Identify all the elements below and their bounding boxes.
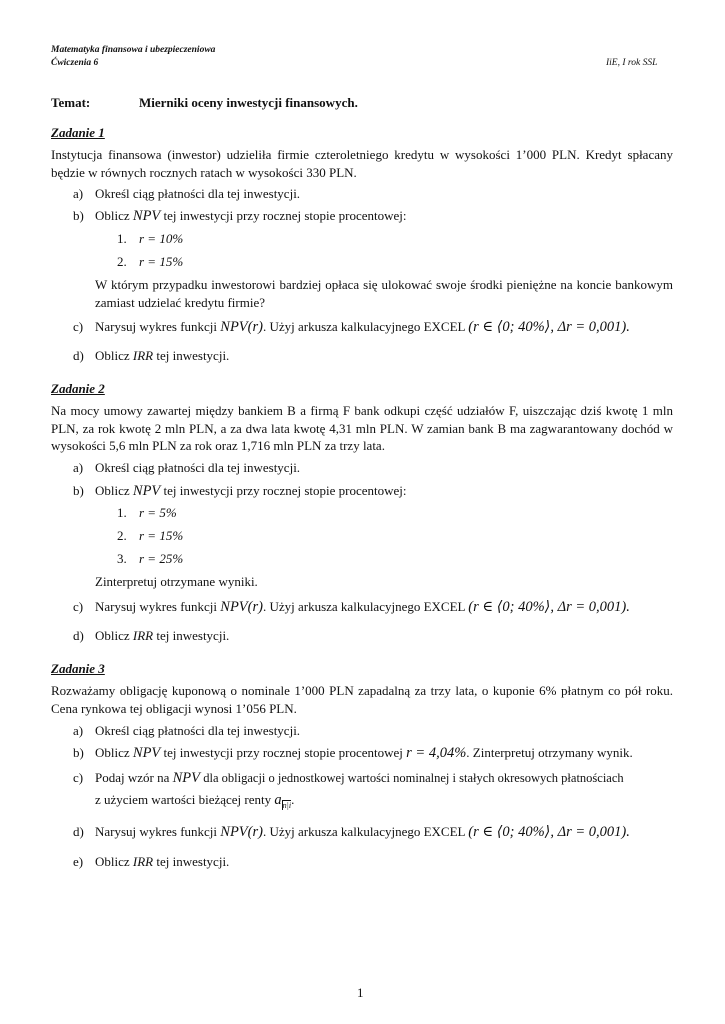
task-2-item-a: a) Określ ciąg płatności dla tej inwestycji.	[73, 460, 301, 475]
task-1-title: Zadanie 1	[51, 125, 105, 140]
task-2-item-c: c) Narysuj wykres funkcji NPV(r). Użyj arkusza kalkulacyjnego EXCEL (r ∈ ⟨0; 40%⟩, Δr = 0,001).	[73, 599, 630, 615]
task-2-title: Zadanie 2	[51, 381, 105, 396]
task-1-question: W którym przypadku inwestorowi bardziej opłaca się ulokować swoje środki pieniężne na koncie bankowym zamiast udzielać kredytu firmie?	[95, 277, 673, 310]
task-1-intro: Instytucja finansowa (inwestor) udzieliła firmie czteroletniego kredytu w wysokości 1’000 PLN. Kredyt spłacany będzie w równych rocznych ratach w wysokości 330 PLN.	[51, 147, 673, 180]
task-3-item-c: c) Podaj wzór na NPV dla obligacji o jednostkowej wartości nominalnej i stałych okresowych płatnościach	[73, 770, 624, 786]
task-2-rate-2: 2. r = 15%	[117, 528, 184, 543]
task-1-item-a: a) Określ ciąg płatności dla tej inwestycji.	[73, 186, 301, 201]
task-1-rate-2: 2. r = 15%	[117, 254, 184, 269]
topic-line	[51, 95, 358, 111]
task-2-item-b: b) Oblicz NPV tej inwestycji przy rocznej stopie procentowej:	[73, 483, 407, 499]
topic-title: Mierniki oceny inwestycji finansowych.	[139, 95, 358, 110]
page-number: 1	[357, 985, 364, 1000]
task-1-item-c: c) Narysuj wykres funkcji NPV(r). Użyj arkusza kalkulacyjnego EXCEL (r ∈ ⟨0; 40%⟩, Δr = 0,001).	[73, 319, 630, 335]
task-3-item-a: a) Określ ciąg płatności dla tej inwestycji.	[73, 723, 301, 738]
task-1-item-b: b) Oblicz NPV tej inwestycji przy rocznej stopie procentowej:	[73, 208, 407, 224]
group-label: IiE, I rok SSL	[606, 58, 658, 68]
task-2-intro: Na mocy umowy zawartej między bankiem B a firmą F bank odkupi część udziałów F, uiszczając dziś kwotę 1 mln PLN, za rok kwotę 2 mln PLN, a za dwa lata kwotę 4,31 mln PLN. W zamian bank B ma zagwarantowany dochód w wysokości 5,6 mln PLN za rok oraz 1,716 mln PLN za trzy lata.	[51, 403, 673, 453]
task-2-item-d: d) Oblicz IRR tej inwestycji.	[73, 628, 230, 643]
topic-label: Temat:	[51, 95, 91, 110]
course-title: Matematyka finansowa i ubezpieczeniowa	[51, 45, 216, 55]
task-3-intro: Rozważamy obligację kuponową o nominale 1’000 PLN zapadalną za trzy lata, o kuponie 6% płatnym co pół roku. Cena rynkowa tej obligacji wynosi 1’056 PLN.	[51, 683, 673, 716]
task-2-rate-3: 3. r = 25%	[117, 551, 184, 566]
task-1-item-d: d) Oblicz IRR tej inwestycji.	[73, 348, 230, 363]
task-2-rate-1: 1. r = 5%	[117, 505, 177, 520]
task-2-interpret: Zinterpretuj otrzymane wyniki.	[95, 574, 258, 589]
task-3-item-b: b) Oblicz NPV tej inwestycji przy rocznej stopie procentowej r = 4,04%. Zinterpretuj otrzymany wynik.	[73, 745, 633, 761]
task-3-item-c-line2: z użyciem wartości bieżącej renty $a_{n|i}$.	[95, 792, 295, 810]
task-1-rate-1: 1. r = 10%	[117, 231, 184, 246]
task-3-item-e: e) Oblicz IRR tej inwestycji.	[73, 854, 230, 869]
task-3-item-d: d) Narysuj wykres funkcji NPV(r). Użyj arkusza kalkulacyjnego EXCEL (r ∈ ⟨0; 40%⟩, Δr = 0,001).	[73, 824, 630, 840]
task-3-title: Zadanie 3	[51, 661, 105, 676]
class-title: Ćwiczenia 6	[51, 58, 99, 68]
